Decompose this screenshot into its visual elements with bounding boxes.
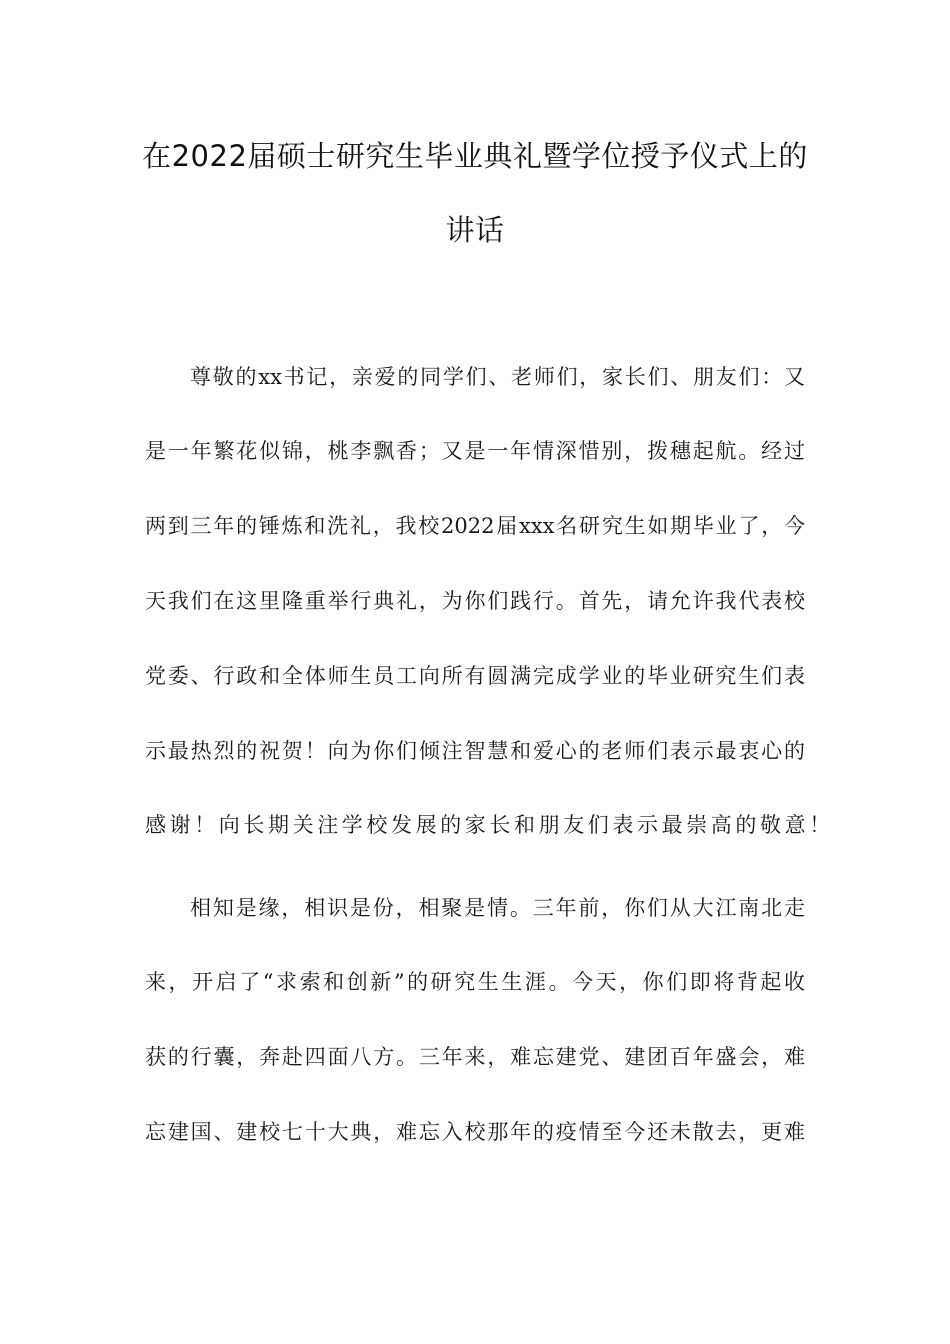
paragraph-2-line: 来，开启了“求索和创新”的研究生生涯。今天，你们即将背起收 [145,970,805,994]
paragraph-2-line: 忘建国、建校七十大典，难忘入校那年的疫情至今还未散去，更难 [145,1120,805,1144]
paragraph-1-line: 感谢！向长期关注学校发展的家长和朋友们表示最崇高的敬意！ [145,813,834,837]
paragraph-2-line: 相知是缘，相识是份，相聚是情。三年前，你们从大江南北走 [190,896,805,920]
document-title-line-1: 在2022届硕士研究生毕业典礼暨学位授予仪式上的 [142,139,808,173]
paragraph-1-line: 党委、行政和全体师生员工向所有圆满完成学业的毕业研究生们表 [145,664,805,688]
paragraph-1-line: 两到三年的锤炼和洗礼，我校2022届xxx名研究生如期毕业了，今 [145,514,805,538]
paragraph-1-line: 是一年繁花似锦，桃李飘香；又是一年情深惜别，拨穗起航。经过 [145,439,805,463]
document-title-line-2: 讲话 [445,213,505,247]
paragraph-1-line: 尊敬的xx书记，亲爱的同学们、老师们，家长们、朋友们：又 [190,365,805,389]
paragraph-1-line: 天我们在这里隆重举行典礼，为你们践行。首先，请允许我代表校 [145,589,805,613]
paragraph-2-line: 获的行囊，奔赴四面八方。三年来，难忘建党、建团百年盛会，难 [145,1045,805,1069]
paragraph-1-line: 示最热烈的祝贺！向为你们倾注智慧和爱心的老师们表示最衷心的 [145,739,805,763]
